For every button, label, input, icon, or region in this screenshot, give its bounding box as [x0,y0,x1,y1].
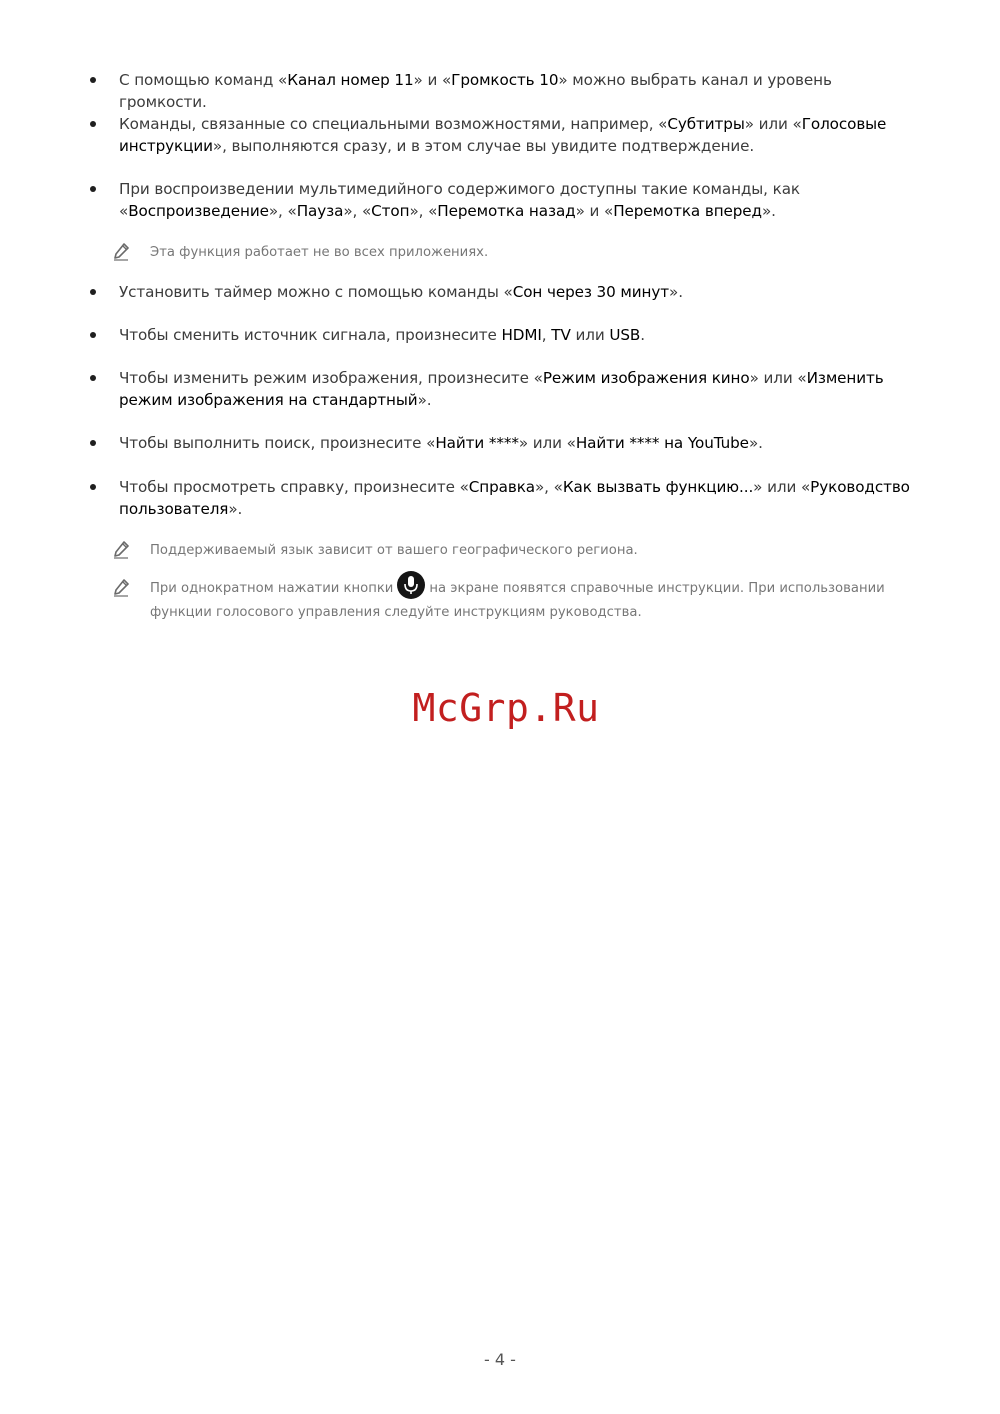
microphone-button-icon [397,571,425,599]
bullet-dot [90,375,96,381]
list-item [90,113,922,157]
list-item [90,69,922,113]
list-item-text: Команды, связанные со специальными возможностями, например, «Субтитры» или «Голосовые инструкции», выполняются сразу, и в этом случае вы увидите подтверждение. [119,115,887,155]
bullet-dot [90,440,96,446]
list-item-text: При воспроизведении мультимедийного содержимого доступны такие команды, как «Воспроизведение», «Пауза», «Стоп», «Перемотка назад» и «Перемотка вперед». [119,180,800,220]
list-item-text: С помощью команд «Канал номер 11» и «Громкость 10» можно выбрать канал и уровень громкости. [119,71,832,111]
watermark-text: McGrp.Ru [412,686,600,730]
note [113,539,913,563]
bullet-dot [90,121,96,127]
list-item [90,178,922,222]
list-item-text: Установить таймер можно с помощью команды «Сон через 30 минут». [119,283,683,301]
bullet-dot [90,332,96,338]
note-text: Эта функция работает не во всех приложениях. [150,245,489,260]
note-text: При однократном нажатии кнопки на экране появятся справочные инструкции. При использовании функции голосового управления следуйте инструкциям руководства. [150,577,913,625]
list-item [90,281,922,303]
list-item [90,432,922,454]
page-number: - 4 - [484,1350,516,1369]
list-item [90,367,922,411]
pencil-note-icon [113,579,129,597]
bullet-dot [90,484,96,490]
list-item-text: Чтобы выполнить поиск, произнесите «Найти ****» или «Найти **** на YouTube». [119,434,763,452]
list-item-text: Чтобы просмотреть справку, произнесите «Справка», «Как вызвать функцию...» или «Руководство пользователя». [119,478,910,518]
bullet-dot [90,77,96,83]
bullet-dot [90,289,96,295]
list-item [90,476,922,520]
note-text: Поддерживаемый язык зависит от вашего географического региона. [150,543,638,558]
note [113,577,913,625]
list-item-text: Чтобы сменить источник сигнала, произнесите HDMI, TV или USB. [119,326,645,344]
pencil-note-icon [113,243,129,261]
note [113,241,913,265]
list-item [90,324,922,346]
list-item-text: Чтобы изменить режим изображения, произнесите «Режим изображения кино» или «Изменить режим изображения на стандартный». [119,369,884,409]
pencil-note-icon [113,541,129,559]
bullet-dot [90,186,96,192]
